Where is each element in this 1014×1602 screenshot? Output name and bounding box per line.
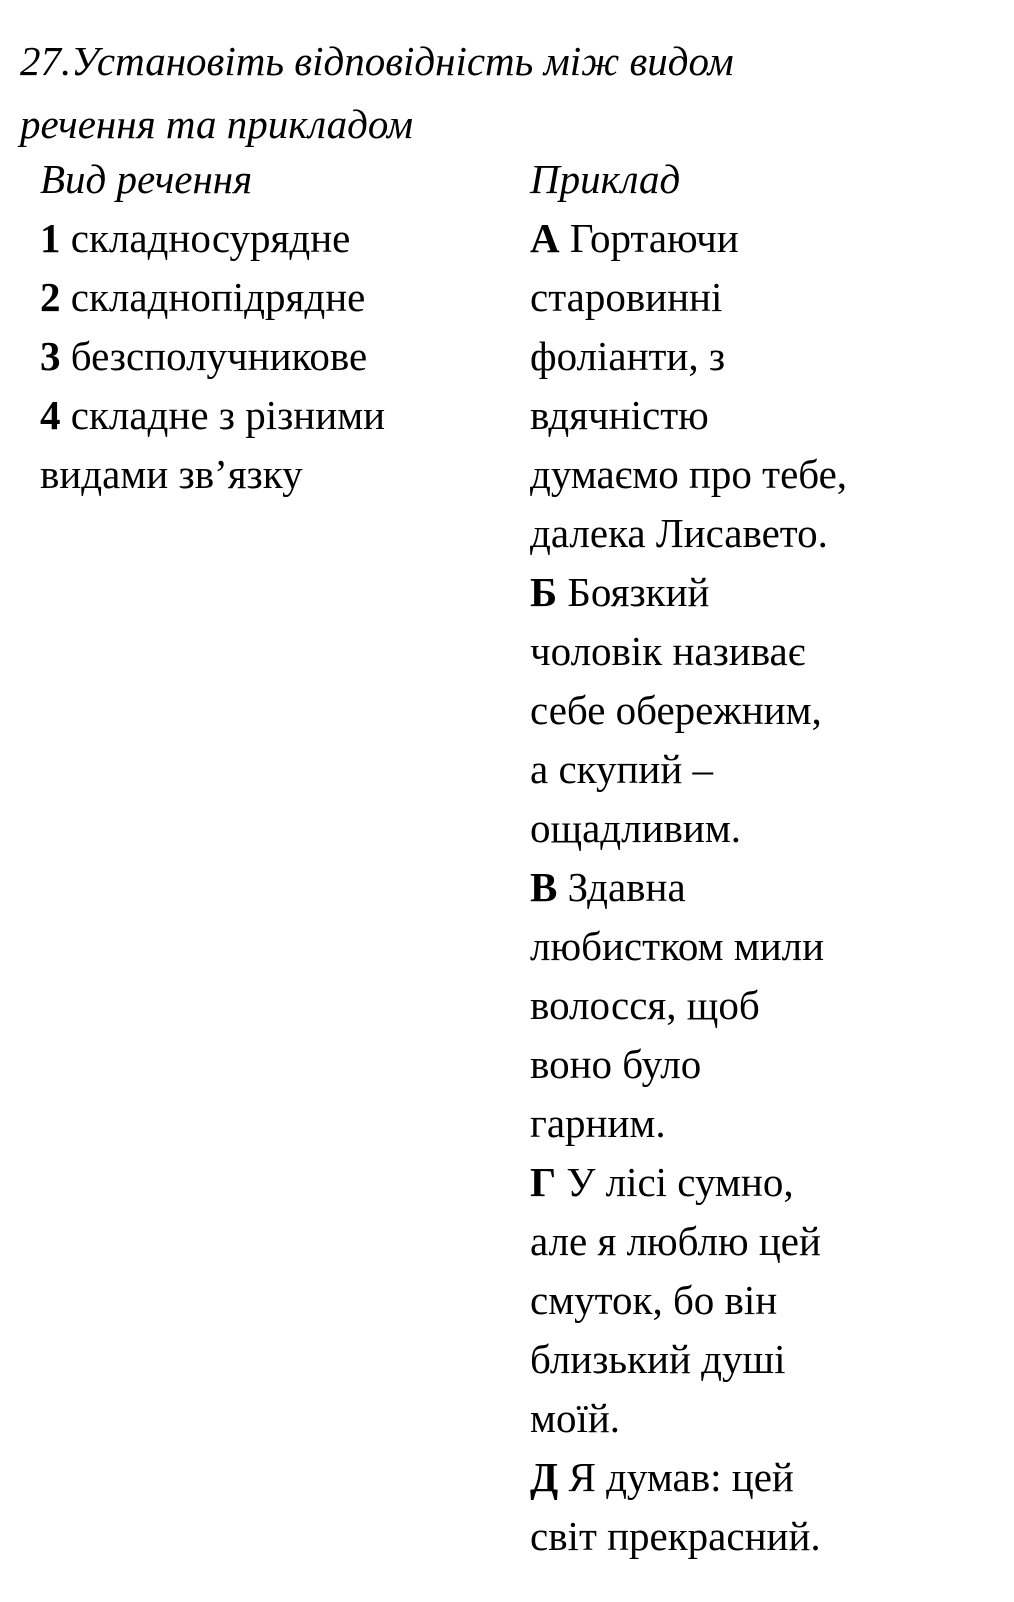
item-text: фоліанти, з	[530, 333, 726, 379]
item-line	[40, 209, 490, 268]
example-item	[530, 1153, 990, 1448]
item-text: Боязкий	[567, 569, 710, 615]
item-line	[530, 1448, 990, 1507]
sentence-type-header: Вид речення	[40, 156, 253, 202]
item-text: але я люблю цей	[530, 1218, 821, 1264]
item-line	[530, 858, 990, 917]
item-line	[40, 327, 490, 386]
item-text: У лісі сумно,	[566, 1159, 794, 1205]
item-text: а скупий –	[530, 746, 714, 792]
item-number: 1	[40, 215, 61, 261]
item-text: складносурядне	[70, 215, 351, 261]
item-number: 2	[40, 274, 61, 320]
question-title-line: речення та прикладом	[20, 101, 413, 147]
sentence-type-item	[40, 327, 490, 386]
sentence-type-item	[40, 268, 490, 327]
item-letter: В	[530, 864, 558, 910]
item-line	[40, 268, 490, 327]
item-text: Я думав: цей	[568, 1454, 794, 1500]
item-text: близький душі	[530, 1336, 786, 1382]
item-text: старовинні	[530, 274, 723, 320]
item-text: ощадливим.	[530, 805, 742, 851]
item-letter: Д	[530, 1454, 559, 1500]
item-line	[530, 1153, 990, 1212]
example-item	[530, 1448, 990, 1566]
example-column	[530, 150, 990, 1566]
item-text: складне з різними	[70, 392, 386, 438]
item-text: любистком мили	[530, 923, 825, 969]
item-text: себе обережним,	[530, 687, 822, 733]
sentence-type-item	[40, 386, 490, 504]
item-number: 3	[40, 333, 61, 379]
item-text: далека Лисавето.	[530, 510, 828, 556]
item-line	[530, 209, 990, 268]
example-item	[530, 563, 990, 858]
item-text: гарним.	[530, 1100, 666, 1146]
item-text: Здавна	[567, 864, 686, 910]
question-title	[20, 30, 980, 156]
item-letter: Г	[530, 1159, 557, 1205]
item-text: воно було	[530, 1041, 702, 1087]
example-item	[530, 858, 990, 1153]
sentence-type-column	[40, 150, 490, 504]
example-header: Приклад	[530, 156, 681, 202]
item-text: Гортаючи	[569, 215, 739, 261]
item-text: видами зв’язку	[40, 451, 303, 497]
sentence-type-item	[40, 209, 490, 268]
example-item	[530, 209, 990, 563]
item-line	[40, 386, 490, 445]
item-line	[530, 563, 990, 622]
item-letter: А	[530, 215, 560, 261]
question-title-line: 27.Установіть відповідність між видом	[20, 38, 734, 84]
item-text: чоловік називає	[530, 628, 806, 674]
item-text: думаємо про тебе,	[530, 451, 848, 497]
item-text: смуток, бо він	[530, 1277, 778, 1323]
item-text: складнопідрядне	[70, 274, 366, 320]
item-number: 4	[40, 392, 61, 438]
item-text: волосся, щоб	[530, 982, 760, 1028]
item-text: безсполучникове	[70, 333, 368, 379]
item-text: вдячністю	[530, 392, 709, 438]
item-text: світ прекрасний.	[530, 1513, 821, 1559]
item-letter: Б	[530, 569, 558, 615]
item-text: моїй.	[530, 1395, 621, 1441]
